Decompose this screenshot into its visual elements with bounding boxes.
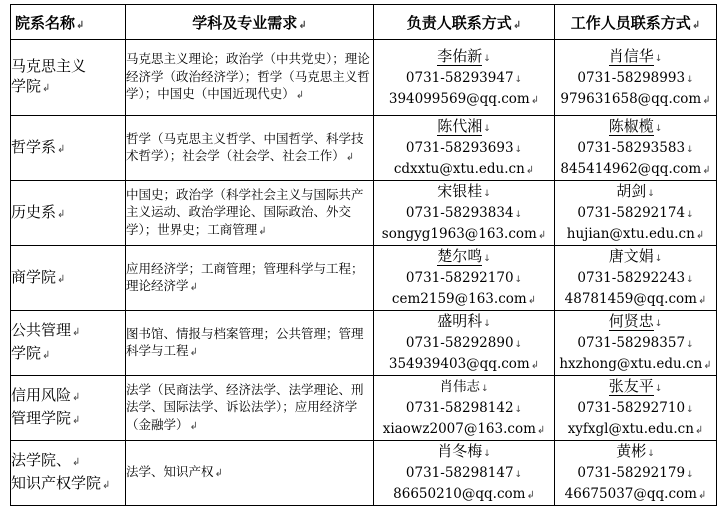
principal-name: 肖冬梅↓ bbox=[437, 442, 491, 460]
principal-phone: 0731-58292890↓ bbox=[405, 335, 523, 351]
table-row bbox=[11, 441, 717, 506]
staff-cell bbox=[555, 246, 717, 311]
principal-email: songyg1963@163.com↲ bbox=[381, 226, 547, 242]
principal-email: xiaowz2007@163.com↲ bbox=[382, 420, 546, 437]
principal-phone: 0731-58292170↓ bbox=[405, 270, 523, 286]
principal-name: 肖伟志↓ bbox=[439, 378, 489, 395]
majors-cell: 马克思主义理论；政治学（中共党史）；理论经济学（政治经济学）；哲学（马克思主义哲学）；中国史（中国近现代史）↲ bbox=[126, 40, 374, 116]
college-name-line: 管理学院↲ bbox=[11, 409, 81, 427]
principal-cell bbox=[374, 116, 555, 181]
principal-email: cdxxtu@xtu.edu.cn↲ bbox=[393, 161, 535, 177]
principal-cell bbox=[374, 40, 555, 116]
staff-name: 陈椒榄↓ bbox=[608, 117, 663, 135]
college-name-line: 法学院、↲ bbox=[11, 451, 81, 469]
principal-name: 楚尔鸣↓ bbox=[437, 247, 491, 265]
majors-cell: 图书馆、情报与档案管理；公共管理；管理科学与工程↲ bbox=[126, 311, 374, 376]
staff-cell bbox=[555, 311, 717, 376]
staff-cell bbox=[555, 181, 717, 246]
staff-phone: 0731-58292179↓ bbox=[577, 465, 694, 481]
staff-phone: 0731-58292710↓ bbox=[577, 400, 694, 416]
header-principal: 负责人联系方式↲ bbox=[374, 5, 555, 40]
principal-cell bbox=[374, 246, 555, 311]
staff-email: 48781459@qq.com↲ bbox=[564, 291, 707, 307]
principal-cell bbox=[374, 441, 555, 506]
college-cell bbox=[11, 116, 126, 181]
principal-phone: 0731-58293947↓ bbox=[405, 69, 523, 86]
college-name-line: 商学院↲ bbox=[11, 267, 66, 286]
college-name-line: 马克思主义 bbox=[11, 57, 87, 75]
college-name-line: 知识产权学院↲ bbox=[11, 474, 111, 492]
principal-name: 陈代湘↓ bbox=[437, 117, 491, 135]
principal-email: 86650210@qq.com↲ bbox=[393, 486, 535, 502]
contact-table bbox=[10, 4, 717, 506]
principal-phone: 0731-58298147↓ bbox=[405, 465, 523, 481]
table-row bbox=[11, 376, 717, 441]
header-college: 院系名称↲ bbox=[11, 5, 126, 40]
table-row bbox=[11, 40, 717, 116]
table-row bbox=[11, 116, 717, 181]
staff-name: 胡剑↓ bbox=[616, 182, 655, 200]
majors-cell: 中国史；政治学（科学社会主义与国际共产主义运动、政治学理论、国际政治、外交学）；世界史；工商管理↲ bbox=[126, 181, 374, 246]
staff-phone: 0731-58292243↓ bbox=[577, 270, 694, 286]
principal-name: 盛明科↓ bbox=[437, 312, 491, 330]
staff-email: 979631658@qq.com↲ bbox=[560, 90, 711, 107]
principal-email: 394099569@qq.com↲ bbox=[388, 90, 540, 107]
college-name-line: 历史系↲ bbox=[11, 202, 66, 221]
staff-phone: 0731-58298993↓ bbox=[577, 69, 694, 86]
staff-email: xyfxgl@xtu.edu.cn↲ bbox=[567, 421, 704, 437]
staff-email: hujian@xtu.edu.cn↲ bbox=[566, 226, 705, 242]
table-row bbox=[11, 246, 717, 311]
principal-cell bbox=[374, 376, 555, 441]
staff-cell bbox=[555, 40, 717, 116]
staff-name: 张友平↓ bbox=[608, 377, 663, 395]
table-row bbox=[11, 181, 717, 246]
staff-name: 何贤忠↓ bbox=[608, 312, 663, 330]
header-staff: 工作人员联系方式↲ bbox=[555, 5, 717, 40]
staff-phone: 0731-58292174↓ bbox=[577, 205, 694, 221]
majors-cell: 哲学（马克思主义哲学、中国哲学、科学技术哲学）；社会学（社会学、社会工作）↲ bbox=[126, 116, 374, 181]
staff-cell bbox=[555, 441, 717, 506]
header-majors: 学科及专业需求↲ bbox=[126, 5, 374, 40]
college-cell bbox=[11, 181, 126, 246]
majors-cell: 应用经济学；工商管理；管理科学与工程；理论经济学↲ bbox=[126, 246, 374, 311]
college-name-line: 公共管理↲ bbox=[11, 321, 81, 339]
college-name-line: 学院↲ bbox=[11, 344, 51, 362]
principal-email: cem2159@163.com↲ bbox=[391, 291, 537, 307]
staff-name: 肖信华↓ bbox=[608, 46, 663, 65]
college-cell bbox=[11, 246, 126, 311]
college-cell bbox=[11, 376, 126, 441]
college-name-line: 哲学系↲ bbox=[11, 137, 66, 156]
staff-name: 唐文娟↓ bbox=[608, 247, 663, 265]
principal-name: 宋银桂↓ bbox=[437, 182, 491, 200]
college-cell bbox=[11, 40, 126, 116]
principal-name: 李佑新↓ bbox=[437, 46, 491, 65]
staff-phone: 0731-58298357↓ bbox=[577, 335, 694, 351]
staff-email: 46675037@qq.com↲ bbox=[564, 486, 707, 502]
principal-phone: 0731-58293834↓ bbox=[405, 205, 523, 221]
staff-phone: 0731-58293583↓ bbox=[577, 140, 694, 156]
staff-email: hxzhong@xtu.edu.cn↲ bbox=[559, 356, 712, 372]
majors-cell: 法学（民商法学、经济法学、法学理论、刑法学、国际法学、诉讼法学）；应用经济学（金融学）↲ bbox=[126, 376, 374, 441]
principal-cell bbox=[374, 181, 555, 246]
table-row bbox=[11, 311, 717, 376]
principal-cell bbox=[374, 311, 555, 376]
staff-cell bbox=[555, 376, 717, 441]
college-cell bbox=[11, 311, 126, 376]
college-cell bbox=[11, 441, 126, 506]
staff-cell bbox=[555, 116, 717, 181]
college-name-line: 学院↲ bbox=[11, 77, 51, 95]
staff-email: 845414962@qq.com↲ bbox=[560, 161, 711, 177]
principal-phone: 0731-58298142↓ bbox=[405, 399, 523, 416]
college-name-line: 信用风险↲ bbox=[11, 386, 81, 404]
table-header-row bbox=[11, 5, 717, 40]
staff-name: 黄彬↓ bbox=[616, 442, 655, 460]
majors-cell: 法学、知识产权↲ bbox=[126, 441, 374, 506]
principal-email: 354939403@qq.com↲ bbox=[388, 356, 540, 372]
principal-phone: 0731-58293693↓ bbox=[405, 140, 523, 156]
